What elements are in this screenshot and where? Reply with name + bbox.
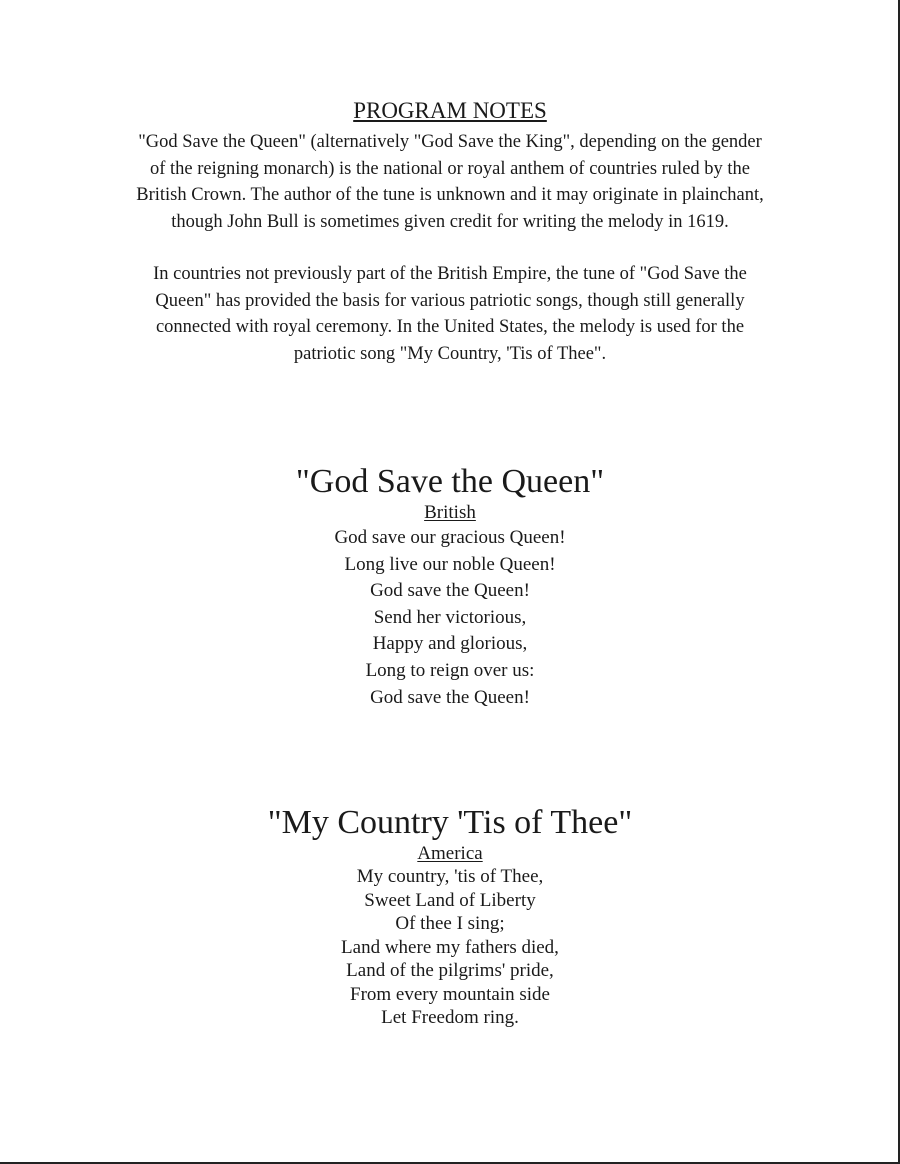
lyric-line: From every mountain side	[350, 983, 550, 1005]
paragraph-line: In countries not previously part of the British Empire, the tune of "God Save the	[153, 264, 747, 284]
lyric-line: Sweet Land of Liberty	[364, 889, 536, 911]
paragraph-line: connected with royal ceremony. In the United States, the melody is used for the	[155, 317, 745, 337]
lyric-line: Of thee I sing;	[395, 913, 505, 934]
lyric-line: Land of the pilgrims' pride,	[346, 960, 554, 981]
program-notes-paragraph-1	[0, 129, 900, 235]
paragraph-line: patriotic song "My Country, 'Tis of Thee".	[293, 343, 607, 364]
lyric-line: Happy and glorious,	[372, 633, 528, 655]
song-title: "My Country 'Tis of Thee"	[267, 804, 633, 841]
lyric-line: Let Freedom ring.	[381, 1007, 519, 1028]
song-my-country-tis-of-thee	[0, 803, 900, 1030]
lyric-line: Long live our noble Queen!	[344, 553, 556, 575]
song-origin: British	[424, 502, 476, 523]
song-lyrics	[0, 525, 900, 711]
lyric-line: Send her victorious,	[373, 606, 527, 628]
lyric-line: Land where my fathers died,	[341, 936, 559, 958]
program-notes-title: PROGRAM NOTES	[353, 98, 547, 123]
lyric-line: God save the Queen!	[370, 686, 530, 708]
paragraph-line: British Crown. The author of the tune is unknown and it may originate in plainchant,	[136, 185, 764, 205]
paragraph-line: of the reigning monarch) is the national or royal anthem of countries ruled by the	[149, 158, 751, 179]
paragraph-line: Queen" has provided the basis for various patriotic songs, though still generally	[155, 290, 745, 311]
song-god-save-the-queen	[0, 462, 900, 711]
lyric-line: God save the Queen!	[370, 580, 530, 602]
song-title: "God Save the Queen"	[295, 463, 605, 500]
lyric-line: Long to reign over us:	[365, 659, 535, 681]
song-lyrics	[0, 865, 900, 1030]
lyric-line: My country, 'tis of Thee,	[356, 866, 544, 887]
song-origin: America	[417, 843, 483, 864]
paragraph-line: "God Save the Queen" (alternatively "God Save the King", depending on the gender	[138, 132, 762, 152]
program-notes-paragraph-2	[0, 261, 900, 367]
lyric-line: God save our gracious Queen!	[334, 527, 566, 548]
paragraph-line: though John Bull is sometimes given credit for writing the melody in 1619.	[171, 211, 729, 232]
